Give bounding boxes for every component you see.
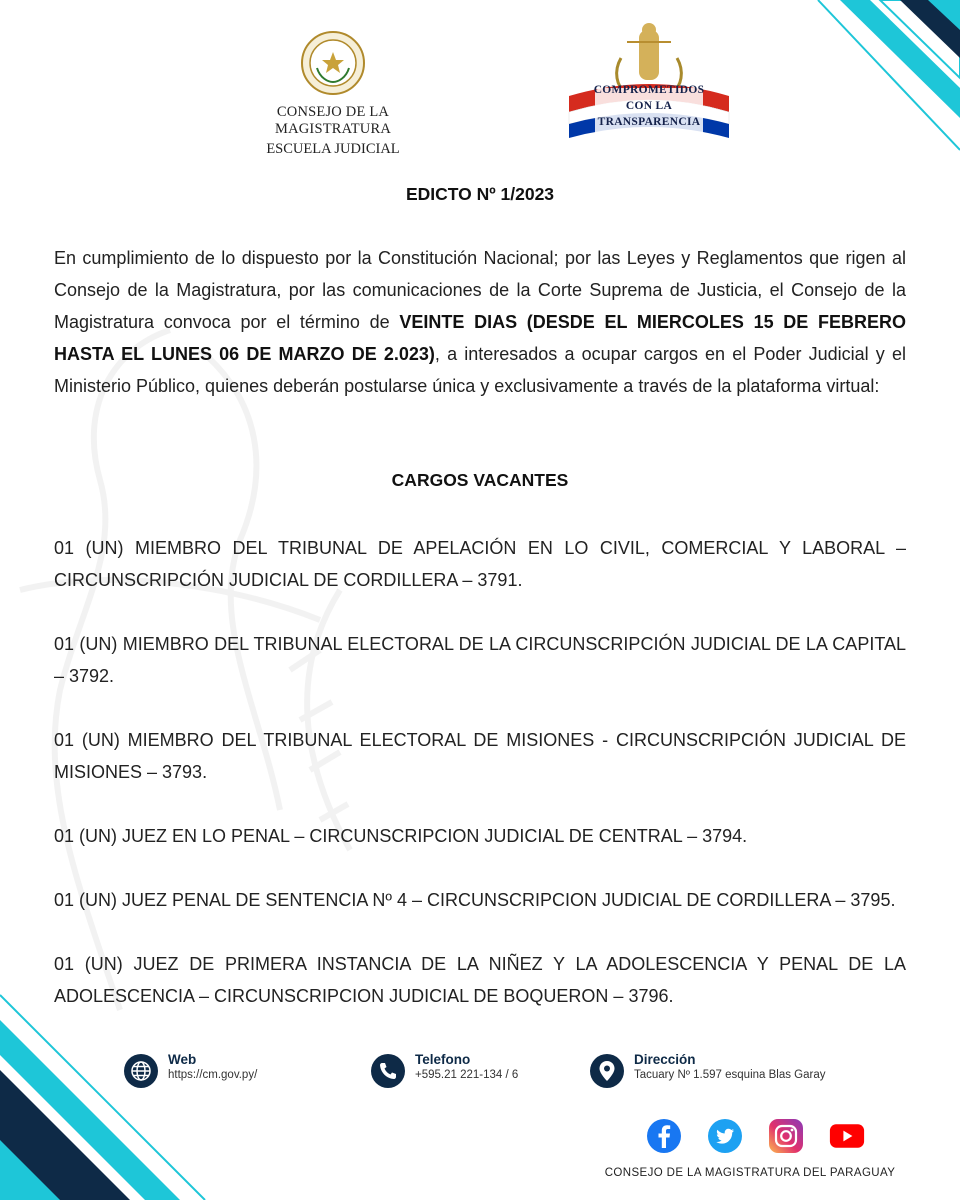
intro-paragraph xyxy=(54,242,906,402)
national-seal-icon xyxy=(300,30,366,96)
address-label: Dirección xyxy=(634,1052,696,1067)
header-institution xyxy=(222,30,444,158)
twitter-icon[interactable] xyxy=(707,1118,743,1154)
banner-line3: TRANSPARENCIA xyxy=(597,116,701,128)
top-right-decoration xyxy=(700,0,960,180)
org-name: CONSEJO DE LA MAGISTRATURA xyxy=(275,104,391,137)
intro-text-2: , a interesados a ocupar cargos en el Poder Judicial y el Ministerio Público, quienes deberán postularse única y exclusivamente a través de la plataforma virtual: xyxy=(54,344,906,396)
vacancy-item-3793: 01 (UN) MIEMBRO DEL TRIBUNAL ELECTORAL DE MISIONES - CIRCUNSCRIPCIÓN JUDICIAL DE MISIONES – 3793. xyxy=(54,730,906,782)
org-subname: ESCUELA JUDICIAL xyxy=(266,141,400,157)
banner-line1: COMPROMETIDOS xyxy=(593,84,705,96)
contact-phone[interactable] xyxy=(371,1052,518,1088)
location-pin-icon xyxy=(590,1054,624,1088)
address-value: Tacuary Nº 1.597 esquina Blas Garay xyxy=(634,1069,826,1081)
social-links xyxy=(646,1118,890,1154)
vacancy-item-3794: 01 (UN) JUEZ EN LO PENAL – CIRCUNSCRIPCION JUDICIAL DE CENTRAL – 3794. xyxy=(54,826,748,846)
edict-title: EDICTO Nº 1/2023 xyxy=(405,184,555,204)
facebook-icon[interactable] xyxy=(646,1118,682,1154)
transparency-logo xyxy=(565,22,733,148)
web-link[interactable]: https://cm.gov.py/ xyxy=(168,1069,258,1081)
phone-icon xyxy=(371,1054,405,1088)
footer-org-name: CONSEJO DE LA MAGISTRATURA DEL PARAGUAY xyxy=(604,1167,896,1179)
vacancy-item-3796: 01 (UN) JUEZ DE PRIMERA INSTANCIA DE LA NIÑEZ Y LA ADOLESCENCIA Y PENAL DE LA ADOLESCENCIA – CIRCUNSCRIPCION JUDICIAL DE BOQUERON – 3796. xyxy=(54,954,906,1006)
globe-icon xyxy=(124,1054,158,1088)
intro-bold-period: VEINTE DIAS (DESDE EL MIERCOLES 15 DE FEBRERO HASTA EL LUNES 06 DE MARZO DE 2.023) xyxy=(54,312,907,364)
vacancy-item-3795: 01 (UN) JUEZ PENAL DE SENTENCIA Nº 4 – CIRCUNSCRIPCION JUDICIAL DE CORDILLERA – 3795. xyxy=(54,890,896,910)
phone-number[interactable]: +595.21 221-134 / 6 xyxy=(415,1069,519,1081)
intro-text-1: En cumplimiento de lo dispuesto por la Constitución Nacional; por las Leyes y Reglamentos que rigen al Consejo de la Magistratura, por las comunicaciones de la Corte Suprema de Justicia, el Consejo de la Magistratura convoca por el término de xyxy=(54,248,906,332)
vacancy-item-3791: 01 (UN) MIEMBRO DEL TRIBUNAL DE APELACIÓN EN LO CIVIL, COMERCIAL Y LABORAL – CIRCUNSCRIPCIÓN JUDICIAL DE CORDILLERA – 3791. xyxy=(54,538,906,590)
contact-web[interactable] xyxy=(124,1052,257,1088)
youtube-icon[interactable] xyxy=(829,1118,865,1154)
vacancies-heading: CARGOS VACANTES xyxy=(391,470,569,490)
vacancy-item-3792: 01 (UN) MIEMBRO DEL TRIBUNAL ELECTORAL DE LA CIRCUNSCRIPCIÓN JUDICIAL DE LA CAPITAL – 3792. xyxy=(54,634,906,686)
web-label: Web xyxy=(168,1052,197,1067)
phone-label: Telefono xyxy=(415,1052,471,1067)
contact-address[interactable] xyxy=(590,1052,826,1088)
instagram-icon[interactable] xyxy=(768,1118,804,1154)
justice-statue-icon xyxy=(617,23,682,92)
banner-line2: CON LA xyxy=(625,100,673,112)
